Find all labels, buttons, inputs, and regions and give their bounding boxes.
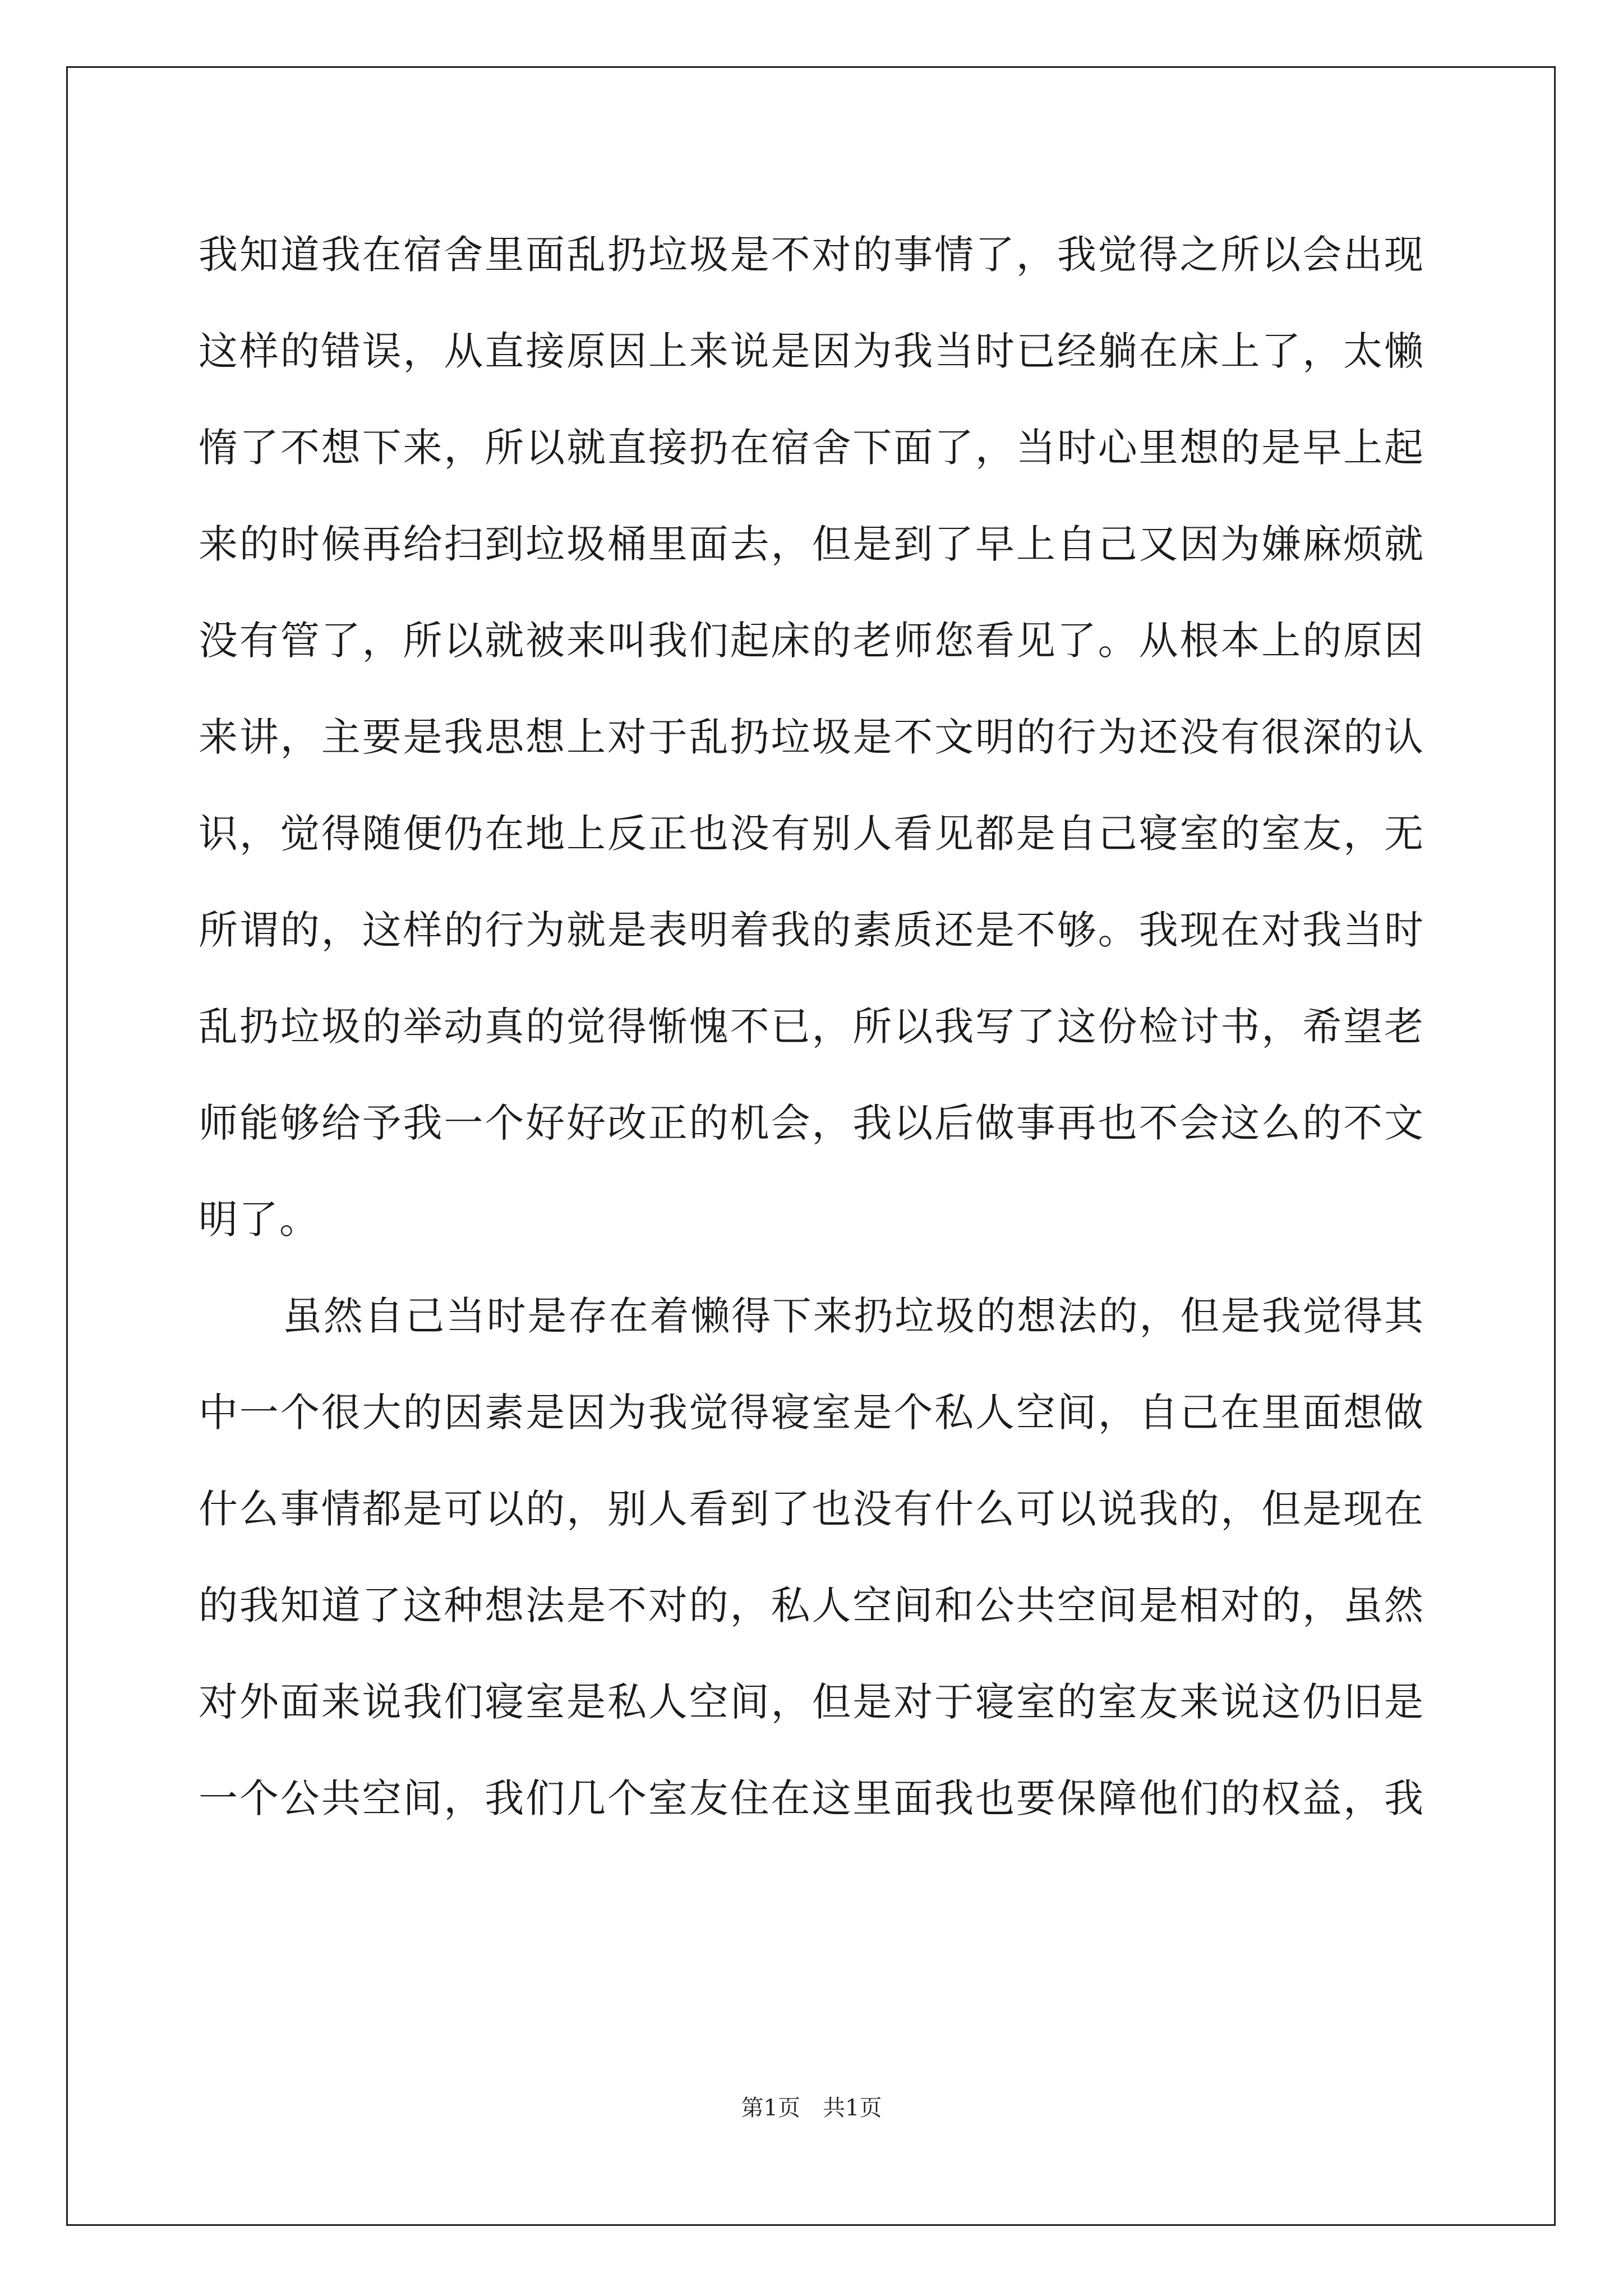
paragraph-2-line-1: 虽然自己当时是存在着懒得下来扔垃圾的想法的，但是我觉得其	[283, 1293, 1424, 1339]
paragraph-1-line-7: 识，觉得随便仍在地上反正也没有别人看见都是自己寝室的室友，无	[199, 811, 1424, 857]
paragraph-1-line-9: 乱扔垃圾的举动真的觉得惭愧不已，所以我写了这份检讨书，希望老	[199, 1004, 1424, 1050]
paragraph-1-line-5: 没有管了，所以就被来叫我们起床的老师您看见了。从根本上的原因	[199, 618, 1424, 664]
paragraph-1-line-11: 明了。	[199, 1197, 320, 1243]
paragraph-1-line-4: 来的时候再给扫到垃圾桶里面去，但是到了早上自己又因为嫌麻烦就	[199, 521, 1424, 567]
paragraph-1-line-2: 这样的错误，从直接原因上来说是因为我当时已经躺在床上了，太懒	[199, 328, 1424, 374]
page-footer	[0, 2091, 1623, 2125]
paragraph-1-line-8: 所谓的，这样的行为就是表明着我的素质还是不够。我现在对我当时	[199, 907, 1424, 953]
paragraph-1-line-10: 师能够给予我一个好好改正的机会，我以后做事再也不会这么的不文	[199, 1100, 1424, 1146]
paragraph-2-line-5: 对外面来说我们寝室是私人空间，但是对于寝室的室友来说这仍旧是	[199, 1679, 1424, 1725]
paragraph-2-line-4: 的我知道了这种想法是不对的，私人空间和公共空间是相对的，虽然	[199, 1582, 1424, 1628]
document-body	[199, 206, 1424, 1847]
paragraph-2-line-6: 一个公共空间，我们几个室友住在这里面我也要保障他们的权益，我	[199, 1775, 1424, 1821]
paragraph-1-line-1: 我知道我在宿舍里面乱扔垃圾是不对的事情了，我觉得之所以会出现	[199, 232, 1424, 278]
page-number-label: 第1页 共1页	[741, 2095, 882, 2121]
paragraph-1-line-3: 惰了不想下来，所以就直接扔在宿舍下面了，当时心里想的是早上起	[199, 425, 1424, 471]
paragraph-2-line-2: 中一个很大的因素是因为我觉得寝室是个私人空间，自己在里面想做	[199, 1389, 1424, 1435]
paragraph-1-line-6: 来讲，主要是我思想上对于乱扔垃圾是不文明的行为还没有很深的认	[199, 714, 1424, 760]
paragraph-2-line-3: 什么事情都是可以的，别人看到了也没有什么可以说我的，但是现在	[199, 1486, 1424, 1532]
